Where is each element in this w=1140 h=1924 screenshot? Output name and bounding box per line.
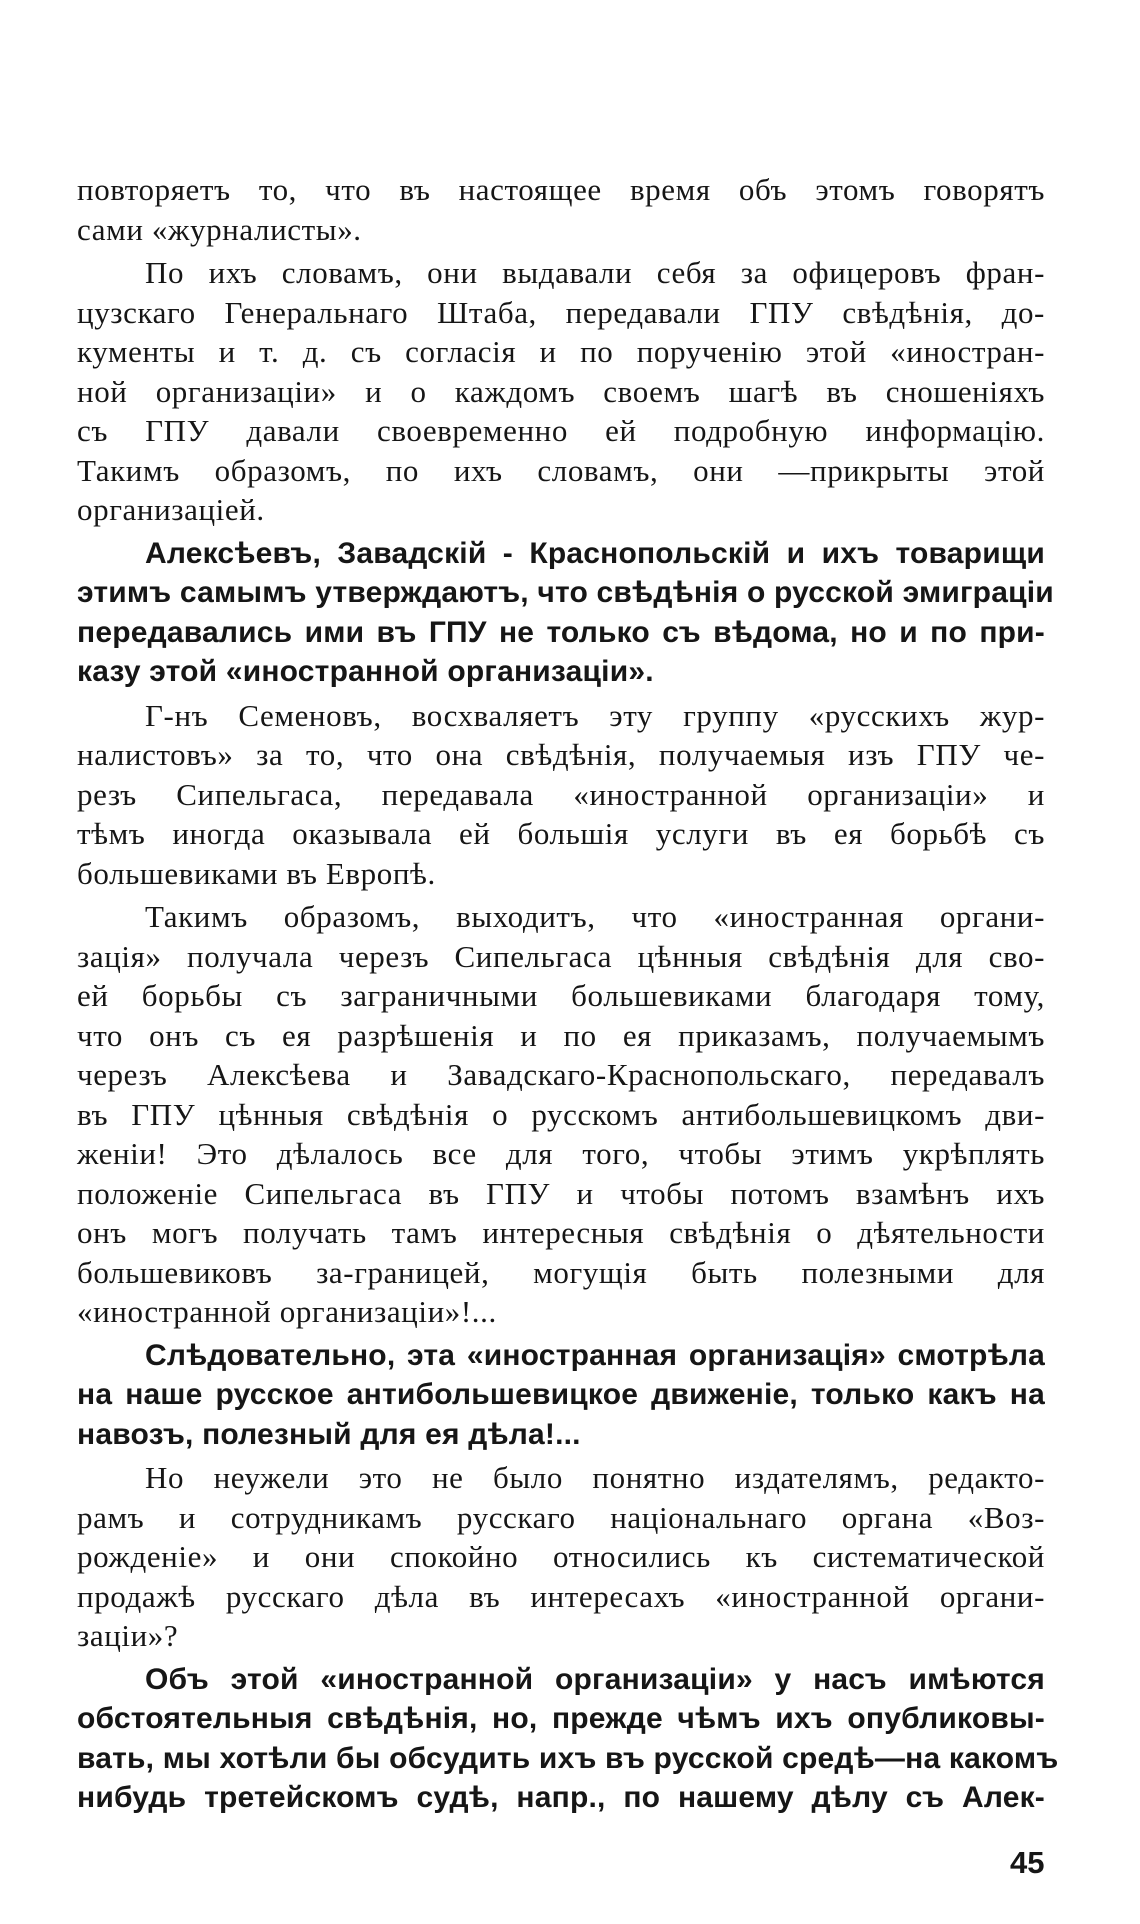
text-line: продажѣ русскаго дѣла въ интересахъ «иностранной органи- [77, 1578, 1045, 1614]
text-line: рожденіе» и они спокойно относились къ систематической [77, 1539, 1045, 1574]
text-line: «иностранной организаціи»!... [77, 1294, 497, 1329]
page-number: 45 [1010, 1845, 1045, 1880]
text-line: ей борьбы съ заграничными большевиками благодаря тому, [77, 978, 1045, 1013]
text-line: положеніе Сипельгаса въ ГПУ и чтобы потомъ взамѣнъ ихъ [77, 1175, 1045, 1211]
text-line: что онъ съ ея разрѣшенія и по ея приказамъ, получаемымъ [77, 1017, 1045, 1053]
text-line: ной организаціи» и о каждомъ своемъ шагѣ въ сношеніяхъ [77, 373, 1045, 409]
text-line: Г-нъ Семеновъ, восхваляетъ эту группу «русскихъ жур- [145, 697, 1045, 733]
bold-text-line: нибудь третейскомъ судѣ, напр., по нашему дѣлу съ Алек- [77, 1781, 1045, 1814]
bold-text-line: на наше русское антибольшевицкое движеніе, только какъ на [77, 1378, 1045, 1411]
text-line: По ихъ словамъ, они выдавали себя за офицеровъ фран- [145, 255, 1045, 290]
bold-text-line: Объ этой «иностранной организаціи» у насъ имѣются [145, 1662, 1045, 1696]
text-line: повторяетъ то, что въ настоящее время объ этомъ говорятъ [77, 172, 1045, 207]
text-line: организаціей. [77, 492, 265, 527]
text-line: сами «журналисты». [77, 211, 362, 247]
text-line: онъ могъ получать тамъ интересныя свѣдѣнія о дѣятельности [77, 1215, 1045, 1250]
text-line: женіи! Это дѣлалось все для того, чтобы этимъ укрѣплять [77, 1136, 1045, 1171]
text-line: большевиками въ Европѣ. [77, 855, 436, 891]
text-line: цузскаго Генеральнаго Штаба, передавали ГПУ свѣдѣнія, до- [77, 294, 1045, 330]
text-line: съ ГПУ давали своевременно ей подробную информацію. [77, 413, 1045, 448]
body-text [77, 170, 1059, 1818]
text-line: налистовъ» за то, что она свѣдѣнія, получаемыя изъ ГПУ че- [77, 737, 1045, 772]
bold-text-line: этимъ самымъ утверждаютъ, что свѣдѣнія о русской эмиграціи [77, 576, 1054, 609]
text-line: Но неужели это не было понятно издателямъ, редакто- [145, 1460, 1045, 1495]
bold-text-line: обстоятельныя свѣдѣнія, но, прежде чѣмъ ихъ опубликовы- [77, 1702, 1045, 1735]
bold-text-line: вать, мы хотѣли бы обсудить ихъ въ русской средѣ—на какомъ [77, 1741, 1059, 1775]
text-line: Такимъ образомъ, выходитъ, что «иностранная органи- [145, 899, 1045, 934]
text-line: большевиковъ за-границей, могущія быть полезными для [77, 1254, 1045, 1290]
text-line: Такимъ образомъ, по ихъ словамъ, они —прикрыты этой [77, 452, 1045, 488]
bold-text-line: Слѣдовательно, эта «иностранная организація» смотрѣла [145, 1338, 1045, 1372]
bold-text-line: Алексѣевъ, Завадскій - Краснопольскій и ихъ товарищи [145, 536, 1045, 570]
bold-text-line: передавались ими въ ГПУ не только съ вѣдома, но и по при- [77, 615, 1045, 649]
text-line: зація» получала черезъ Сипельгаса цѣнныя свѣдѣнія для сво- [77, 938, 1045, 974]
text-line: тѣмъ иногда оказывала ей большія услуги въ ея борьбѣ съ [77, 816, 1045, 851]
bold-text-line: казу этой «иностранной организаціи». [77, 655, 654, 688]
text-line: заціи»? [77, 1618, 179, 1653]
text-line: кументы и т. д. съ согласія и по порученію этой «иностран- [77, 334, 1045, 369]
text-line: въ ГПУ цѣнныя свѣдѣнія о русскомъ антибольшевицкомъ дви- [77, 1096, 1045, 1132]
bold-text-line: навозъ, полезный для ея дѣла!... [77, 1417, 581, 1451]
text-line: резъ Сипельгаса, передавала «иностранной организаціи» и [77, 776, 1045, 812]
text-line: рамъ и сотрудникамъ русскаго національнаго органа «Воз- [77, 1499, 1045, 1535]
text-line: черезъ Алексѣева и Завадскаго-Краснопольскаго, передавалъ [77, 1057, 1045, 1092]
